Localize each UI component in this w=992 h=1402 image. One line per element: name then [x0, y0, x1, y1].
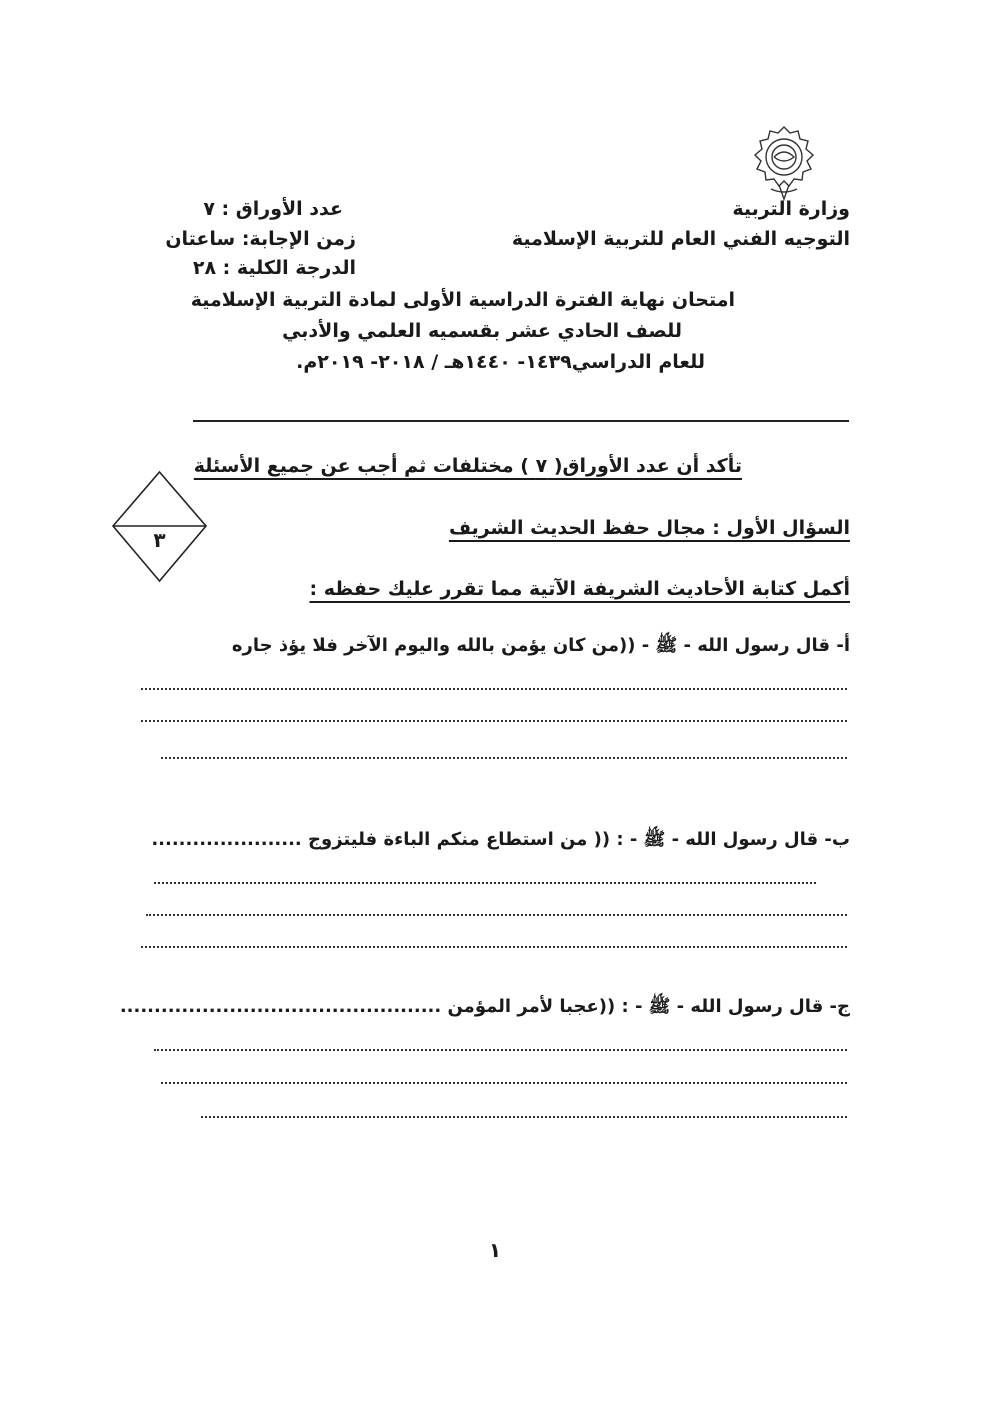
- question-title: السؤال الأول : مجال حفظ الحديث الشريف: [448, 517, 850, 539]
- answer-line[interactable]: [154, 882, 816, 884]
- department-name: التوجيه الفني العام للتربية الإسلامية: [511, 228, 850, 250]
- exam-duration: زمن الإجابة: ساعتان: [165, 228, 356, 250]
- header-divider: [193, 420, 849, 422]
- sheets-count: عدد الأوراق : ٧: [203, 198, 343, 220]
- answer-line[interactable]: [141, 688, 847, 690]
- hadith-item-c: ج- قال رسول الله - ﷺ - : ((عجبا لأمر المؤمن ...............................................: [119, 996, 850, 1017]
- score-value: ٣: [153, 528, 166, 552]
- answer-line[interactable]: [161, 757, 847, 759]
- question-prompt: أكمل كتابة الأحاديث الشريفة الآتية مما تقرر عليك حفظه :: [309, 578, 850, 600]
- page-number: ١: [488, 1238, 502, 1262]
- instruction-text: تأكد أن عدد الأوراق( ٧ ) مختلفات ثم أجب عن جميع الأسئلة: [193, 455, 742, 477]
- answer-line[interactable]: [154, 1049, 847, 1051]
- grade-line: للصف الحادي عشر بقسميه العلمي والأدبي: [282, 320, 682, 342]
- answer-line[interactable]: [146, 914, 847, 916]
- ministry-emblem: [743, 123, 825, 203]
- answer-line[interactable]: [201, 1116, 847, 1118]
- answer-line[interactable]: [161, 1082, 847, 1084]
- score-box: [111, 470, 208, 583]
- hadith-item-b: ب- قال رسول الله - ﷺ - : (( من استطاع منكم الباءة فليتزوج ......................: [151, 829, 850, 850]
- answer-line[interactable]: [141, 946, 847, 948]
- total-grade: الدرجة الكلية : ٢٨: [192, 257, 356, 279]
- exam-title: امتحان نهاية الفترة الدراسية الأولى لمادة التربية الإسلامية: [190, 289, 735, 311]
- answer-line[interactable]: [141, 720, 847, 722]
- year-line: للعام الدراسي١٤٣٩- ١٤٤٠هـ / ٢٠١٨- ٢٠١٩م.: [296, 351, 705, 373]
- ministry-name: وزارة التربية: [732, 198, 850, 220]
- hadith-item-a: أ- قال رسول الله - ﷺ - ((من كان يؤمن بالله واليوم الآخر فلا يؤذ جاره: [231, 635, 850, 656]
